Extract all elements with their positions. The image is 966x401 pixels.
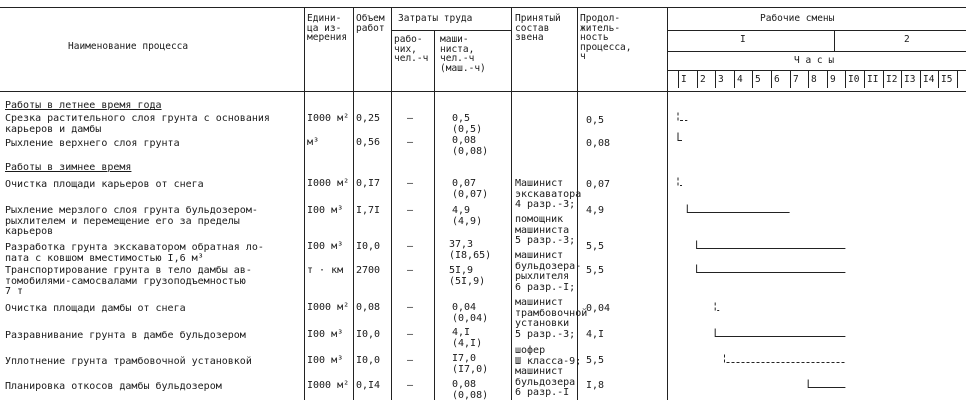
header-shift-2: 2	[904, 34, 910, 45]
header-crew-col: Принятый состав звена	[515, 13, 561, 43]
row-1-volume: 0,56	[356, 137, 381, 148]
row-5-workers: –	[407, 265, 414, 276]
row-3-name: Рыхление мерзлого слоя грунта бульдозером- рыхлителем и перемещение его за пределы карьеров	[5, 205, 258, 237]
header-shift-1: I	[740, 34, 746, 45]
row-9-workers: –	[407, 380, 414, 391]
header-shifts-col: Рабочие смены	[760, 13, 835, 24]
row-8-workers: –	[407, 355, 414, 366]
row-0-unit: I000 м²	[307, 113, 350, 124]
schedule-bar	[697, 241, 846, 249]
row-5-name: Транспортирование грунта в тело дамбы ав- томобилями-самосвалами грузоподъемностью 7 т	[5, 265, 252, 297]
header-name-col: Наименование процесса	[68, 41, 189, 52]
row-4-unit: I00 м³	[307, 241, 344, 252]
row-2-duration: 0,07	[586, 179, 611, 190]
row-7-volume: I0,0	[356, 329, 381, 340]
row-6-unit: I000 м²	[307, 302, 350, 313]
schedule-bar	[725, 355, 846, 363]
row-8-name: Уплотнение грунта трамбовочной установкой	[5, 356, 252, 367]
header-machinist-col: маши- ниста, чел.-ч (маш.-ч)	[440, 34, 486, 74]
hour-label: 6	[774, 74, 780, 85]
hour-label: I	[681, 74, 687, 85]
hour-label: 4	[737, 74, 743, 85]
hour-label: I3	[904, 74, 916, 85]
schedule-bar	[808, 380, 845, 388]
row-4-volume: I0,0	[356, 241, 381, 252]
crew-excavator-operator: Машинист экскаватора 4 разр.-3;	[515, 178, 582, 210]
row-1-name: Рыхление верхнего слоя грунта	[5, 138, 180, 149]
header-workers-col: рабо- чих, чел.-ч	[394, 34, 429, 64]
hour-label: I2	[886, 74, 898, 85]
row-4-name: Разработка грунта экскаватором обратная ло- пата с ковшом вместимостью I,6 м³	[5, 242, 264, 264]
row-7-duration: 4,I	[586, 329, 605, 340]
row-9-name: Планировка откосов дамбы бульдозером	[5, 381, 222, 392]
row-0-workers: –	[407, 113, 414, 124]
header-duration-col: Продол- житель- ность процесса, ч	[580, 13, 632, 62]
row-9-volume: 0,I4	[356, 380, 381, 391]
row-9-machinist: 0,08 (0,08)	[452, 379, 489, 401]
row-3-volume: I,7I	[356, 205, 381, 216]
hour-label: I0	[848, 74, 860, 85]
hour-label: 5	[755, 74, 761, 85]
row-5-machinist: 5I,9 (5I,9)	[449, 265, 486, 287]
crew-assistant-operator: помощник машиниста 5 разр.-3;	[515, 214, 576, 246]
header-labor-col: Затраты труда	[398, 13, 473, 24]
schedule-bar	[678, 178, 682, 186]
section-winter-title: Работы в зимнее время	[5, 162, 132, 173]
header-hours-label: Ч а с ы	[794, 55, 835, 66]
row-2-machinist: 0,07 (0,07)	[452, 178, 489, 200]
row-3-machinist: 4,9 (4,9)	[452, 205, 483, 227]
row-0-duration: 0,5	[586, 115, 605, 126]
hour-label: 8	[811, 74, 817, 85]
schedule-bar	[697, 265, 846, 273]
row-9-unit: I000 м²	[307, 380, 350, 391]
crew-driver: шофер Ш класса-9;	[515, 345, 582, 367]
row-7-name: Разравнивание грунта в дамбе бульдозером	[5, 330, 246, 341]
row-4-workers: –	[407, 241, 414, 252]
row-0-machinist: 0,5 (0,5)	[452, 113, 483, 135]
hour-label: II	[867, 74, 879, 85]
crew-bulldozer-ripper-operator: машинист бульдозера- рыхлителя 6 разр.-I;	[515, 250, 582, 293]
row-5-unit: т · км	[307, 265, 344, 276]
header-unit-col: Едини- ца из- мерения	[307, 13, 348, 43]
row-0-volume: 0,25	[356, 113, 381, 124]
crew-tamping-unit-operator: машинист трамбовочной установки 5 разр.-3;	[515, 297, 588, 340]
hour-label: I4	[923, 74, 935, 85]
hour-label: 9	[830, 74, 836, 85]
schedule-bar	[687, 205, 789, 213]
row-2-volume: 0,I7	[356, 178, 381, 189]
row-8-unit: I00 м³	[307, 355, 344, 366]
row-1-unit: м³	[307, 137, 320, 148]
row-6-duration: 0,04	[586, 303, 611, 314]
row-5-volume: 2700	[356, 265, 381, 276]
row-9-duration: I,8	[586, 380, 605, 391]
section-summer-title: Работы в летнее время года	[5, 100, 162, 111]
row-4-duration: 5,5	[586, 241, 605, 252]
row-0-name: Срезка растительного слоя грунта с основания карьеров и дамбы	[5, 113, 270, 135]
hour-label: 3	[718, 74, 724, 85]
schedule-bar	[678, 133, 682, 141]
row-7-unit: I00 м³	[307, 329, 344, 340]
crew-bulldozer-operator: машинист бульдозера 6 разр.-I	[515, 366, 576, 398]
row-8-machinist: I7,0 (I7,0)	[452, 353, 489, 375]
row-1-duration: 0,08	[586, 138, 611, 149]
row-6-machinist: 0,04 (0,04)	[452, 302, 489, 324]
row-8-volume: I0,0	[356, 355, 381, 366]
hour-label: I5	[941, 74, 953, 85]
row-3-workers: –	[407, 205, 414, 216]
row-3-unit: I00 м³	[307, 205, 344, 216]
hour-label: 2	[700, 74, 706, 85]
row-2-unit: I000 м²	[307, 178, 350, 189]
hour-label: 7	[793, 74, 799, 85]
row-2-workers: –	[407, 178, 414, 189]
schedule-bar	[715, 303, 719, 311]
row-6-name: Очистка площади дамбы от снега	[5, 303, 186, 314]
row-7-workers: –	[407, 329, 414, 340]
row-8-duration: 5,5	[586, 355, 605, 366]
row-7-machinist: 4,I (4,I)	[452, 327, 483, 349]
schedule-bar	[715, 329, 845, 337]
row-5-duration: 5,5	[586, 265, 605, 276]
row-3-duration: 4,9	[586, 205, 605, 216]
row-6-volume: 0,08	[356, 302, 381, 313]
row-2-name: Очистка площади карьеров от снега	[5, 179, 204, 190]
schedule-bar	[678, 113, 687, 121]
row-4-machinist: 37,3 (I8,65)	[449, 239, 492, 261]
header-volume-col: Объем работ	[356, 13, 385, 34]
row-1-machinist: 0,08 (0,08)	[452, 135, 489, 157]
row-6-workers: –	[407, 302, 414, 313]
row-1-workers: –	[407, 137, 414, 148]
